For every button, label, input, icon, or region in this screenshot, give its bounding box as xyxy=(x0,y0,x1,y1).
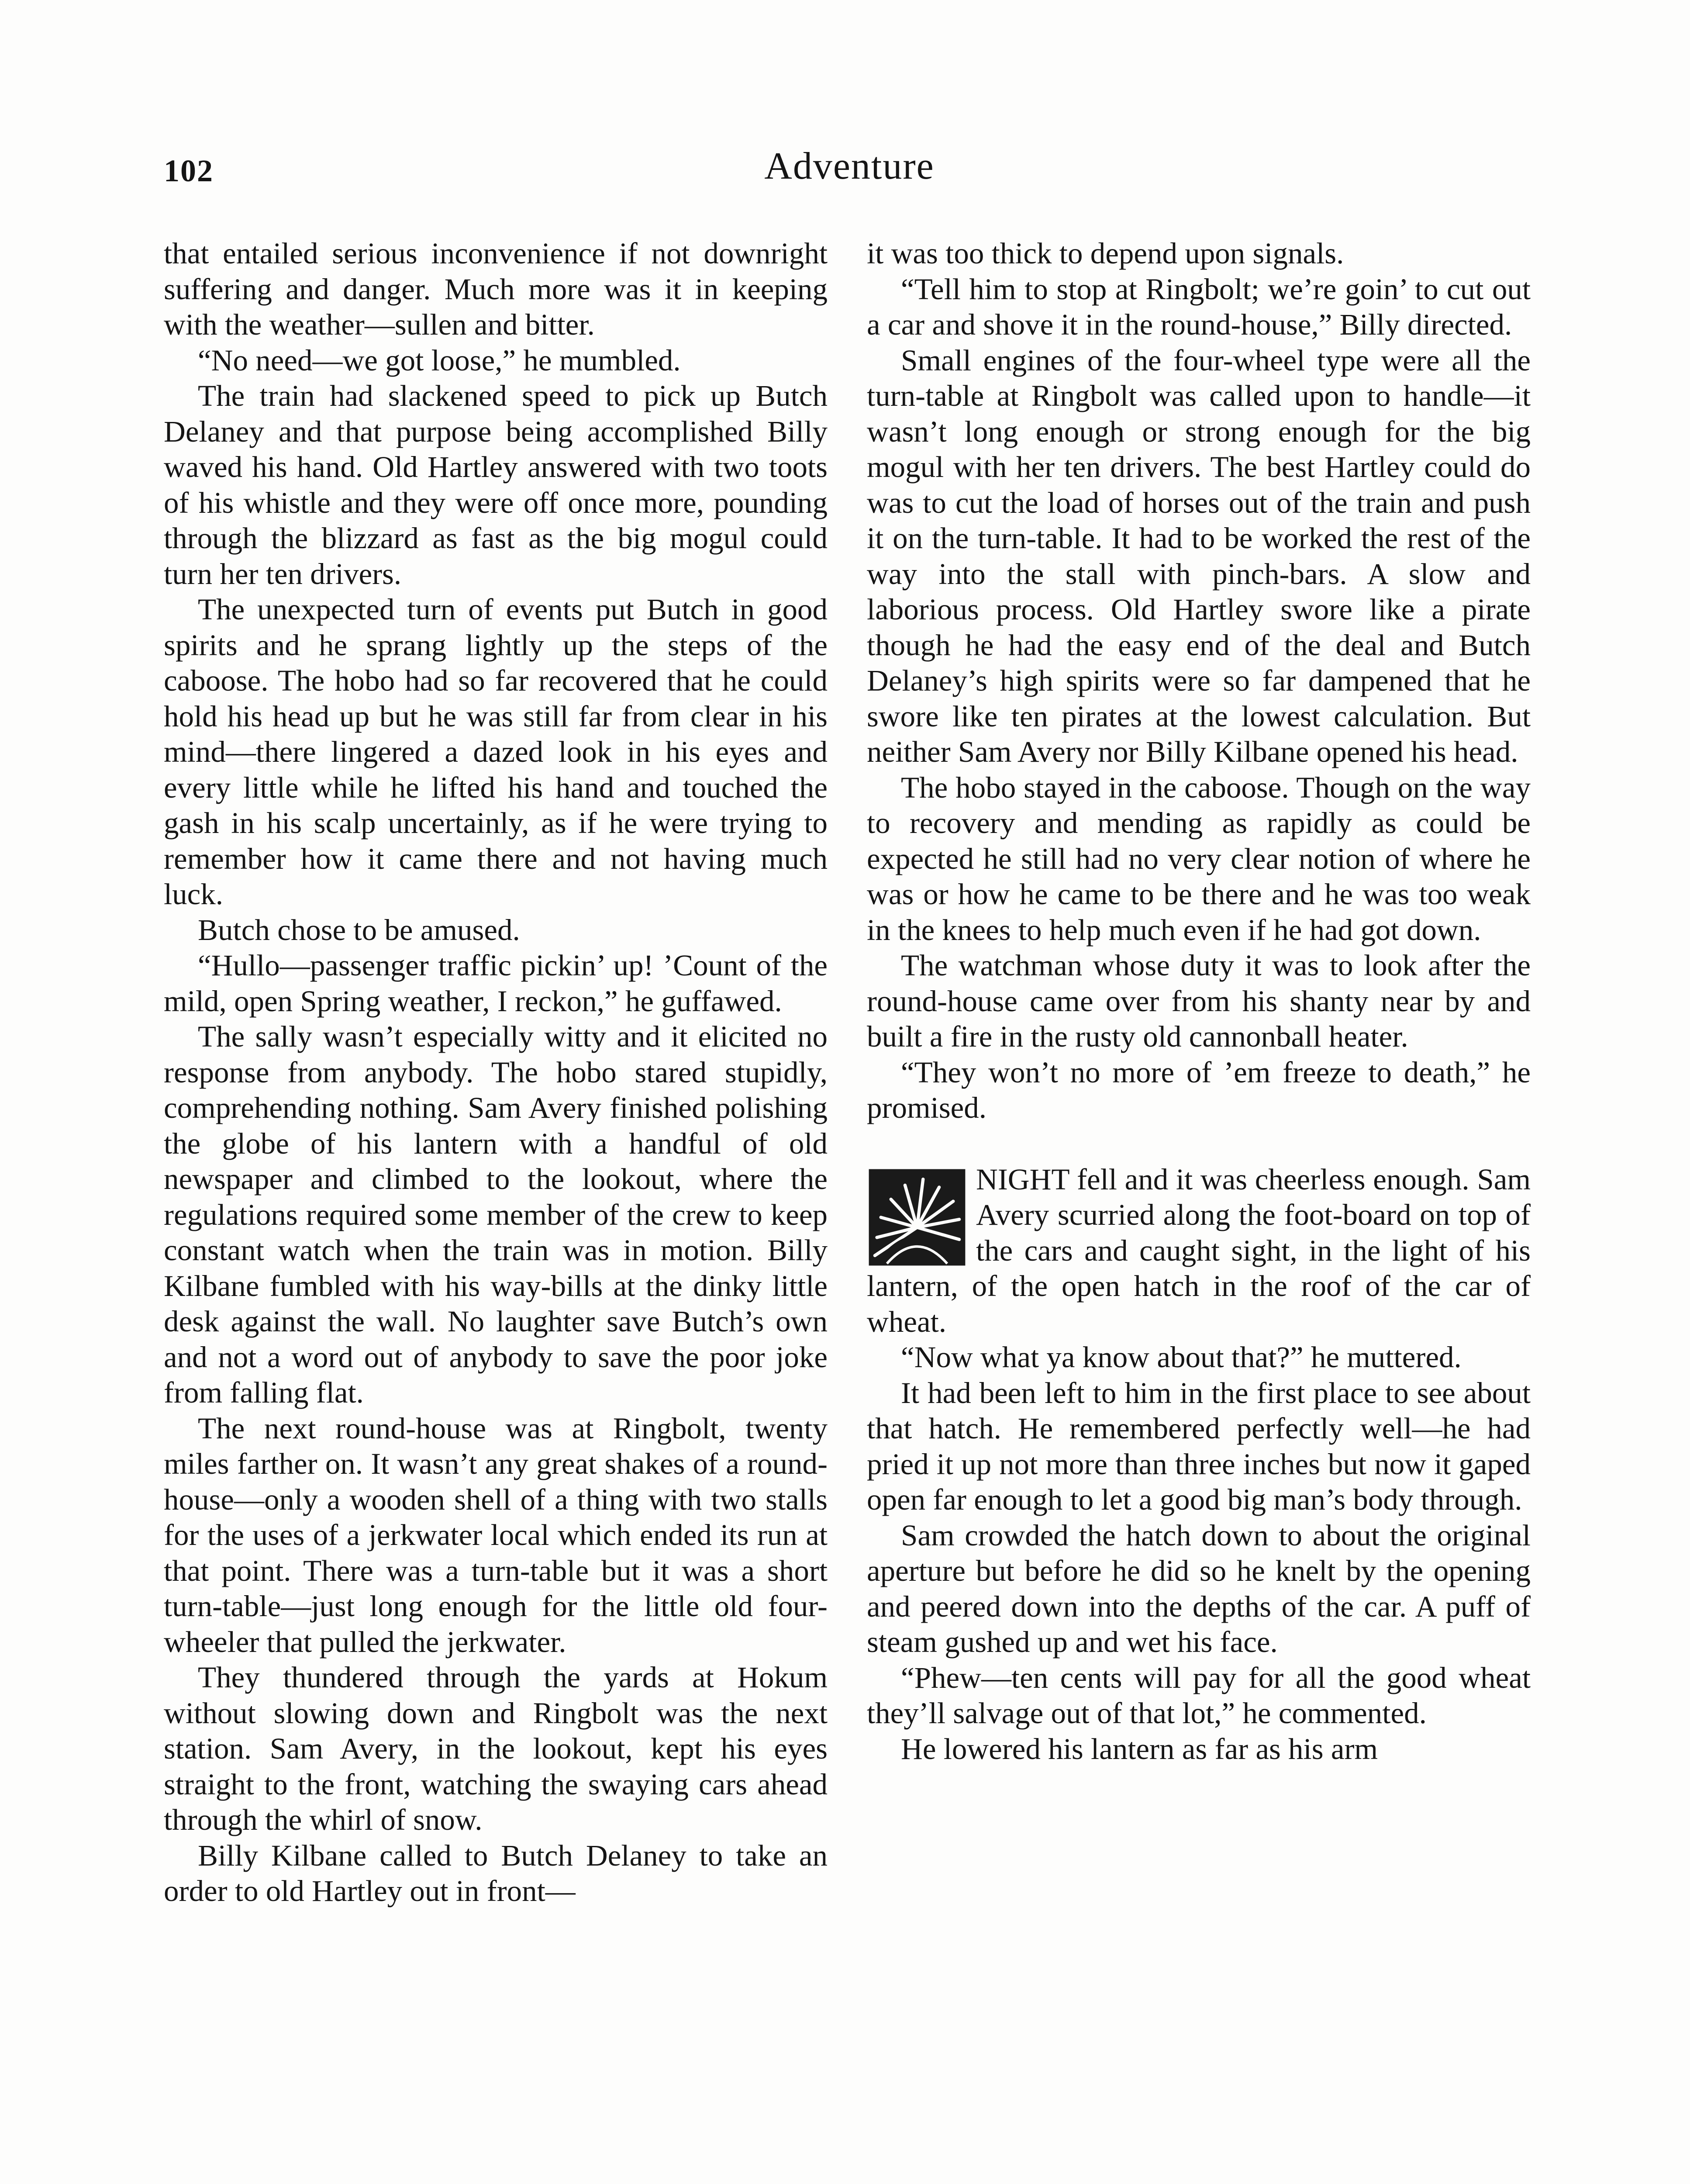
section-break xyxy=(867,1126,1531,1162)
paragraph: He lowered his lantern as far as his arm xyxy=(901,1732,1378,1766)
paragraph: The watchman whose duty it was to look after the round-house came over from his shanty near by and built a fire in the rusty old cannonball heater. xyxy=(867,949,1531,1053)
paragraph: “Hullo—passenger traffic pickin’ up! ’Count of the mild, open Spring weather, I reckon,” he guffawed. xyxy=(164,949,828,1018)
paragraph: Billy Kilbane called to Butch Delaney to take an order to old Hartley out in front— xyxy=(164,1838,828,1908)
paragraph: It had been left to him in the first place to see about that hatch. He remembered perfectly well—he had pried it up not more than three inches but now it gaped open far enough to let a good big man’s body through. xyxy=(867,1376,1531,1516)
section-opening-paragraph xyxy=(867,1162,1531,1340)
paragraph: “Now what ya know about that?” he muttered. xyxy=(901,1341,1462,1374)
paragraph: The sally wasn’t especially witty and it elicited no response from anybody. The hobo stared stupidly, comprehending nothing. Sam Avery finished polishing the globe of his lantern with a handful of old newspaper and climbed to the lookout, where the regulations required some member of the crew to keep constant watch when the train was in motion. Billy Kilbane fumbled with his way-bills at the dinky little desk against the wall. No laughter save Butch’s own and not a word out of anybody to save the poor joke from falling flat. xyxy=(164,1020,828,1409)
paragraph: “Tell him to stop at Ringbolt; we’re goin’ to cut out a car and shove it in the round-house,” Billy directed. xyxy=(867,272,1531,341)
paragraph: that entailed serious inconvenience if not downright suffering and danger. Much more was it in keeping with the weather—sullen and bitter. xyxy=(164,237,828,341)
left-column xyxy=(164,236,828,1909)
paragraph: The train had slackened speed to pick up Butch Delaney and that purpose being accomplished Billy waved his hand. Old Hartley answered with two toots of his whistle and they were off once more, pounding through the blizzard as fast as the big mogul could turn her ten drivers. xyxy=(164,379,828,591)
paragraph: “Phew—ten cents will pay for all the good wheat they’ll salvage out of that lot,” he commented. xyxy=(867,1661,1531,1730)
running-title: Adventure xyxy=(764,145,935,187)
paragraph: Butch chose to be amused. xyxy=(198,913,520,947)
paragraph: The next round-house was at Ringbolt, twenty miles farther on. It wasn’t any great shakes of a round-house—only a wooden shell of a thing with two stalls for the uses of a jerkwater local which ended its run at that point. There was a turn-table but it was a short turn-table—just long enough for the little old four-wheeler that pulled the jerkwater. xyxy=(164,1411,828,1659)
paragraph: Sam crowded the hatch down to about the original aperture but before he did so he knelt by the opening and peered down into the depths of the car. A puff of steam gushed up and wet his face. xyxy=(867,1518,1531,1659)
paragraph: “They won’t no more of ’em freeze to death,” he promised. xyxy=(867,1055,1531,1124)
paragraph: They thundered through the yards at Hokum without slowing down and Ringbolt was the next station. Sam Avery, in the lookout, kept his eyes straight to the front, watching the swaying cars ahead through the whirl of snow. xyxy=(164,1661,828,1836)
paragraph-text: NIGHT fell and it was cheerless enough. Sam Avery scurried along the foot-board on top of the cars and caught sight, in the light of his lantern, of the open hatch in the roof of the car of wheat. xyxy=(867,1162,1531,1338)
sunrise-ornament-icon xyxy=(867,1167,967,1268)
paragraph: Small engines of the four-wheel type were all the turn-table at Ringbolt was called upon to handle—it wasn’t long enough or strong enough for the big mogul with her ten drivers. The best Hartley could do was to cut the load of horses out of the train and push it on the turn-table. It had to be worked the rest of the way into the stall with pinch-bars. A slow and laborious process. Old Hartley swore like a pirate though he had the easy end of the deal and Butch Delaney’s high spirits were so far dampened that he swore like ten pirates at the lowest calculation. But neither Sam Avery nor Billy Kilbane opened his head. xyxy=(867,343,1531,768)
paragraph: The hobo stayed in the caboose. Though on the way to recovery and mending as rapidly as could be expected he still had no very clear notion of where he was or how he came to be there and he was too weak in the knees to help much even if he had got down. xyxy=(867,771,1531,947)
page-header xyxy=(164,144,1535,201)
right-column xyxy=(867,236,1531,1767)
paragraph: The unexpected turn of events put Butch in good spirits and he sprang lightly up the steps of the caboose. The hobo had so far recovered that he could hold his head up but he was still far from clear in his mind—there lingered a dazed look in his eyes and every little while he lifted his hand and touched the gash in his scalp uncertainly, as if he were trying to remember how it came there and not having much luck. xyxy=(164,593,828,911)
paragraph: it was too thick to depend upon signals. xyxy=(867,237,1344,270)
paragraph: “No need—we got loose,” he mumbled. xyxy=(198,343,681,377)
page-number: 102 xyxy=(164,153,214,188)
